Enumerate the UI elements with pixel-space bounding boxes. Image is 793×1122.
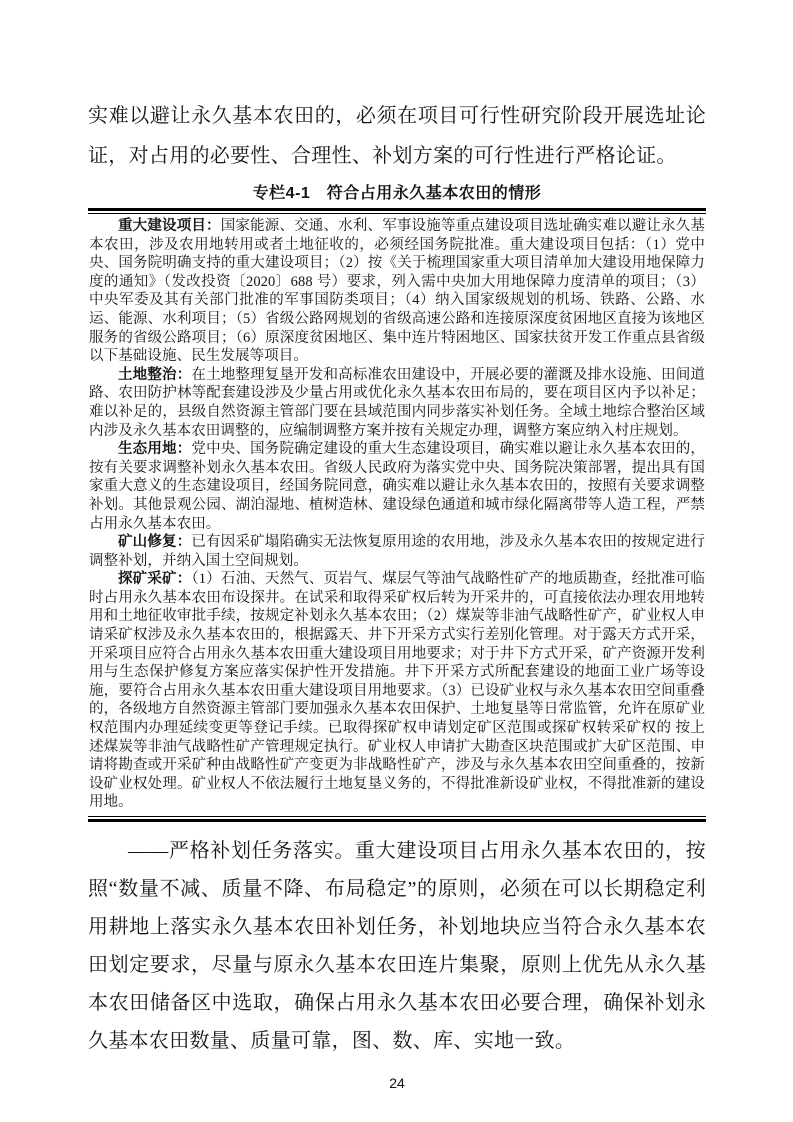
closing-paragraph: [88, 832, 706, 1060]
box-section-label: 重大建设项目：: [118, 218, 221, 234]
box-body: [88, 214, 706, 816]
box-section: [89, 217, 705, 366]
box-section: [89, 440, 705, 533]
callout-box: [88, 183, 706, 822]
box-section-text: 在土地整理复垦开发和高标准农田建设中，开展必要的灌溉及排水设施、田间道路、农田防护林等配套建设涉及少量占用或优化永久基本农田布局的，要在项目区内予以补足；难以补足的，县级自然资源主管部门要在县域范围内同步落实补划任务。全域土地综合整治区域内涉及永久基本农田调整的，应编制调整方案并按有关规定办理，调整方案应纳入村庄规划。: [89, 366, 706, 439]
box-section-text: 国家能源、交通、水利、军事设施等重点建设项目选址确实难以避让永久基本农田，涉及农用地转用或者土地征收的，必须经国务院批准。重大建设项目包括：（1）党中央、国务院明确支持的重大建设项目；（2）按《关于梳理国家重大项目清单加大建设用地保障力度的通知》（发改投资〔2020〕688 号）要求，列入需中央加大用地保障力度清单的项目；（3）中央军委及其有关部门批准的军事国防类项目；（4）纳入国家级规划的机场、铁路、公路、水运、能源、水利项目；（5）省级公路网规划的省级高速公路和连接原深度贫困地区直接为该地区服务的省级公路项目；（6）原深度贫困地区、集中连片特困地区、国家扶贫开发工作重点县省级以下基础设施、民生发展等项目。: [89, 218, 706, 365]
closing-paragraph-text: 重大建设项目占用永久基本农田的，按照“数量不减、质量不降、布局稳定”的原则，必须在可以长期稳定利用耕地上落实永久基本农田补划任务，补划地块应当符合永久基本农田划定要求，尽量与原永久基本农田连片集聚，原则上优先从永久基本农田储备区中选取，确保占用永久基本农田必要合理，确保补划永久基本农田数量、质量可靠，图、数、库、实地一致。: [88, 840, 706, 1052]
box-section: [89, 570, 705, 812]
box-section-text: （1）石油、天然气、页岩气、煤层气等油气战略性矿产的地质勘查，经批准可临时占用永久基本农田布设探井。在试采和取得采矿权后转为开采井的，可直接依法办理农用地转用和土地征收审批手续，按规定补划永久基本农田；（2）煤炭等非油气战略性矿产，矿业权人申请采矿权涉及永久基本农田的，根据露天、井下开采方式实行差别化管理。对于露天方式开采，开采项目应符合占用永久基本农田重大建设项目用地要求；对于井下方式开采，矿产资源开发利用与生态保护修复方案应落实保护性开发措施。井下开采方式所配套建设的地面工业广场等设施，要符合占用永久基本农田重大建设项目用地要求。（3）已设矿业权与永久基本农田空间重叠的，各级地方自然资源主管部门要加强永久基本农田保护、土地复垦等日常监管，允许在原矿业权范围内办理延续变更等登记手续。已取得探矿权申请划定矿区范围或探矿权转采矿权的 按上述煤炭等非油气战略性矿产管理规定执行。矿业权人申请扩大勘查区块范围或扩大矿区范围、申请将勘查或开采矿种由战略性矿产变更为非战略性矿产，涉及与永久基本农田空间重叠的，按新设矿业权处理。矿业权人不依法履行土地复垦义务的，不得批准新设矿业权，不得批准新的建设用地。: [89, 571, 706, 811]
intro-paragraph: 实难以避让永久基本农田的，必须在项目可行性研究阶段开展选址论证，对占用的必要性、合理性、补划方案的可行性进行严格论证。: [88, 105, 706, 167]
box-section: [89, 533, 705, 570]
box-section-text: 已有因采矿塌陷确实无法恢复原用途的农用地，涉及永久基本农田的按规定进行调整补划，并纳入国土空间规划。: [89, 534, 706, 569]
closing-paragraph-lead: ——严格补划任务落实。: [128, 840, 355, 862]
box-section: [89, 366, 705, 440]
box-section-label: 土地整治：: [118, 366, 192, 383]
page-number: 24: [389, 1075, 405, 1091]
box-title: 专栏4-1 符合占用永久基本农田的情形: [252, 185, 542, 202]
box-section-text: 党中央、国务院确定建设的重大生态建设项目，确实难以避让永久基本农田的，按有关要求调整补划永久基本农田。省级人民政府为落实党中央、国务院决策部署，提出具有国家重大意义的生态建设项目，经国务院同意，确实难以避让永久基本农田的，按照有关要求调整补划。其他景观公园、湖泊湿地、植树造林、建设绿色通道和城市绿化隔离带等人造工程，严禁占用永久基本农田。: [89, 441, 706, 532]
box-bottom-rule: [88, 816, 706, 822]
box-section-label: 探矿采矿：: [118, 571, 192, 588]
box-section-label: 生态用地：: [118, 441, 192, 458]
box-section-label: 矿山修复：: [118, 534, 192, 551]
